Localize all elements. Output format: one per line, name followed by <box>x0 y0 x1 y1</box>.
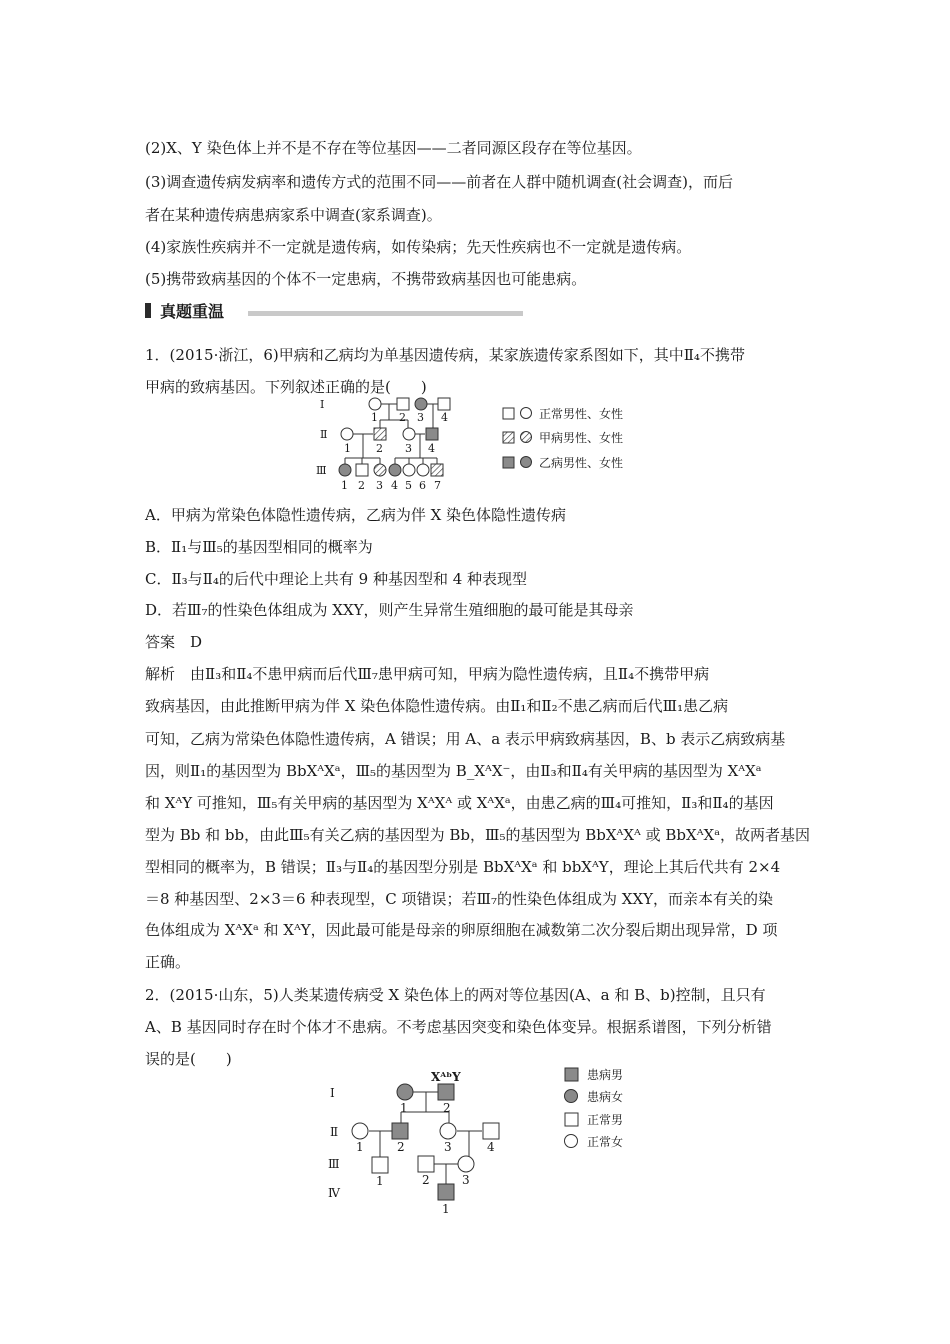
svg-text:1: 1 <box>344 442 351 455</box>
note-5: (5)携带致病基因的个体不一定患病，不携带致病基因也可能患病。 <box>145 270 587 288</box>
svg-text:3: 3 <box>417 411 424 424</box>
q1-option-b: B．Ⅱ₁与Ⅲ₅的基因型相同的概率为 <box>145 538 373 556</box>
q1-legend-normal: 正常男性、女性 <box>539 407 624 421</box>
q1-stem-2: 甲病的致病基因。下列叙述正确的是( ) <box>145 378 427 396</box>
q1-analysis-8: ＝8 种基因型、2×3＝6 种表现型，C 项错误；若Ⅲ₇的性染色体组成为 XXY，而亲本有关的染 <box>145 890 774 908</box>
q1-analysis-10: 正确。 <box>145 953 191 971</box>
svg-text:6: 6 <box>419 479 426 492</box>
q1-legend-jia: 甲病男性、女性 <box>539 431 624 445</box>
svg-text:1: 1 <box>376 1174 384 1188</box>
q2-genotype-label: XᴬᵇY <box>431 1070 461 1084</box>
q2-gen-II: Ⅱ <box>330 1125 339 1139</box>
svg-text:4: 4 <box>487 1140 495 1154</box>
q1-gen-III: Ⅲ <box>316 464 327 477</box>
svg-text:3: 3 <box>376 479 383 492</box>
q1-option-c: C．Ⅱ₃与Ⅱ₄的后代中理论上共有 9 种基因型和 4 种表现型 <box>145 570 528 588</box>
note-3-line1: (3)调查遗传病发病率和遗传方式的范围不同——前者在人群中随机调查(社会调查)，而后 <box>145 173 733 191</box>
svg-text:1: 1 <box>442 1202 450 1216</box>
section-marker <box>145 303 151 318</box>
q2-gen-IV: Ⅳ <box>328 1186 340 1200</box>
svg-text:1: 1 <box>371 411 378 424</box>
q1-legend-yi: 乙病男性、女性 <box>539 456 624 470</box>
q1-analysis-1: 解析 由Ⅱ₃和Ⅱ₄不患甲病而后代Ⅲ₇患甲病可知，甲病为隐性遗传病，且Ⅱ₄不携带甲病 <box>145 665 710 683</box>
svg-text:1: 1 <box>400 1101 408 1115</box>
q1-option-a: A．甲病为常染色体隐性遗传病，乙病为伴 X 染色体隐性遗传病 <box>145 506 567 524</box>
q2-stem-2: A、B 基因同时存在时个体才不患病。不考虑基因突变和染色体变异。根据系谱图，下列分析错 <box>145 1018 772 1036</box>
q2-stem-3: 误的是( ) <box>145 1050 232 1068</box>
note-3-line2: 者在某种遗传病患病家系中调查(家系调查)。 <box>145 206 442 224</box>
q2-legend-normal-male: 正常男 <box>587 1113 624 1127</box>
section-title: 真题重温 <box>160 302 225 321</box>
q1-stem-1: 1．(2015·浙江，6)甲病和乙病均为单基因遗传病，某家族遗传家系图如下，其中Ⅱ₄不携带 <box>145 346 745 364</box>
q1-gen-II: Ⅱ <box>320 428 328 441</box>
note-4: (4)家族性疾病并不一定就是遗传病，如传染病；先天性疾病也不一定就是遗传病。 <box>145 238 692 256</box>
q1-analysis-3: 可知，乙病为常染色体隐性遗传病，A 错误；用 A、a 表示甲病致病基因，B、b 表示乙病致病基 <box>145 730 786 748</box>
q2-gen-I: Ⅰ <box>330 1086 335 1100</box>
svg-text:3: 3 <box>462 1173 470 1187</box>
q1-option-d: D．若Ⅲ₇的性染色体组成为 XXY，则产生异常生殖细胞的最可能是其母亲 <box>145 601 634 619</box>
q1-analysis-2: 致病基因，由此推断甲病为伴 X 染色体隐性遗传病。由Ⅱ₁和Ⅱ₂不患乙病而后代Ⅲ₁患乙病 <box>145 697 729 715</box>
svg-text:1: 1 <box>356 1140 364 1154</box>
q2-legend-affected-male: 患病男 <box>587 1068 624 1082</box>
svg-text:2: 2 <box>422 1173 430 1187</box>
svg-text:4: 4 <box>391 479 398 492</box>
section-rule <box>248 311 523 316</box>
svg-text:2: 2 <box>397 1140 405 1154</box>
q1-gen-I: Ⅰ <box>320 398 325 411</box>
q2-pedigree <box>320 1060 640 1220</box>
svg-text:5: 5 <box>405 479 412 492</box>
q2-gen-III: Ⅲ <box>328 1157 340 1171</box>
q1-pedigree <box>310 390 650 500</box>
q1-analysis-6: 型为 Bb 和 bb，由此Ⅲ₅有关乙病的基因型为 Bb，Ⅲ₅的基因型为 BbXᴬXᴬ 或 BbXᴬXᵃ，故两者基因 <box>145 826 810 844</box>
svg-text:4: 4 <box>428 442 435 455</box>
q2-legend-affected-female: 患病女 <box>587 1090 624 1104</box>
q2-stem-1: 2．(2015·山东，5)人类某遗传病受 X 染色体上的两对等位基因(A、a 和 B、b)控制，且只有 <box>145 986 766 1004</box>
q2-legend-normal-female: 正常女 <box>587 1135 624 1149</box>
svg-text:1: 1 <box>341 479 348 492</box>
svg-text:2: 2 <box>358 479 365 492</box>
q1-answer: 答案 D <box>145 633 203 651</box>
svg-text:2: 2 <box>376 442 383 455</box>
svg-text:7: 7 <box>434 479 441 492</box>
svg-text:3: 3 <box>444 1140 452 1154</box>
note-2: (2)X、Y 染色体上并不是不存在等位基因——二者同源区段存在等位基因。 <box>145 139 642 157</box>
q1-analysis-7: 型相同的概率为，B 错误；Ⅱ₃与Ⅱ₄的基因型分别是 BbXᴬXᵃ 和 bbXᴬY，理论上其后代共有 2×4 <box>145 858 781 876</box>
svg-text:2: 2 <box>443 1101 451 1115</box>
svg-text:3: 3 <box>405 442 412 455</box>
svg-text:4: 4 <box>441 411 448 424</box>
q1-analysis-5: 和 XᴬY 可推知，Ⅲ₅有关甲病的基因型为 XᴬXᴬ 或 XᴬXᵃ，由患乙病的Ⅲ₄可推知，Ⅱ₃和Ⅱ₄的基因 <box>145 794 774 812</box>
q1-analysis-9: 色体组成为 XᴬXᵃ 和 XᴬY，因此最可能是母亲的卵原细胞在减数第二次分裂后期出现异常，D 项 <box>145 921 778 939</box>
q1-analysis-4: 因，则Ⅱ₁的基因型为 BbXᴬXᵃ，Ⅲ₅的基因型为 B_XᴬX⁻，由Ⅱ₃和Ⅱ₄有关甲病的基因型为 XᴬXᵃ <box>145 762 762 780</box>
svg-text:2: 2 <box>399 411 406 424</box>
